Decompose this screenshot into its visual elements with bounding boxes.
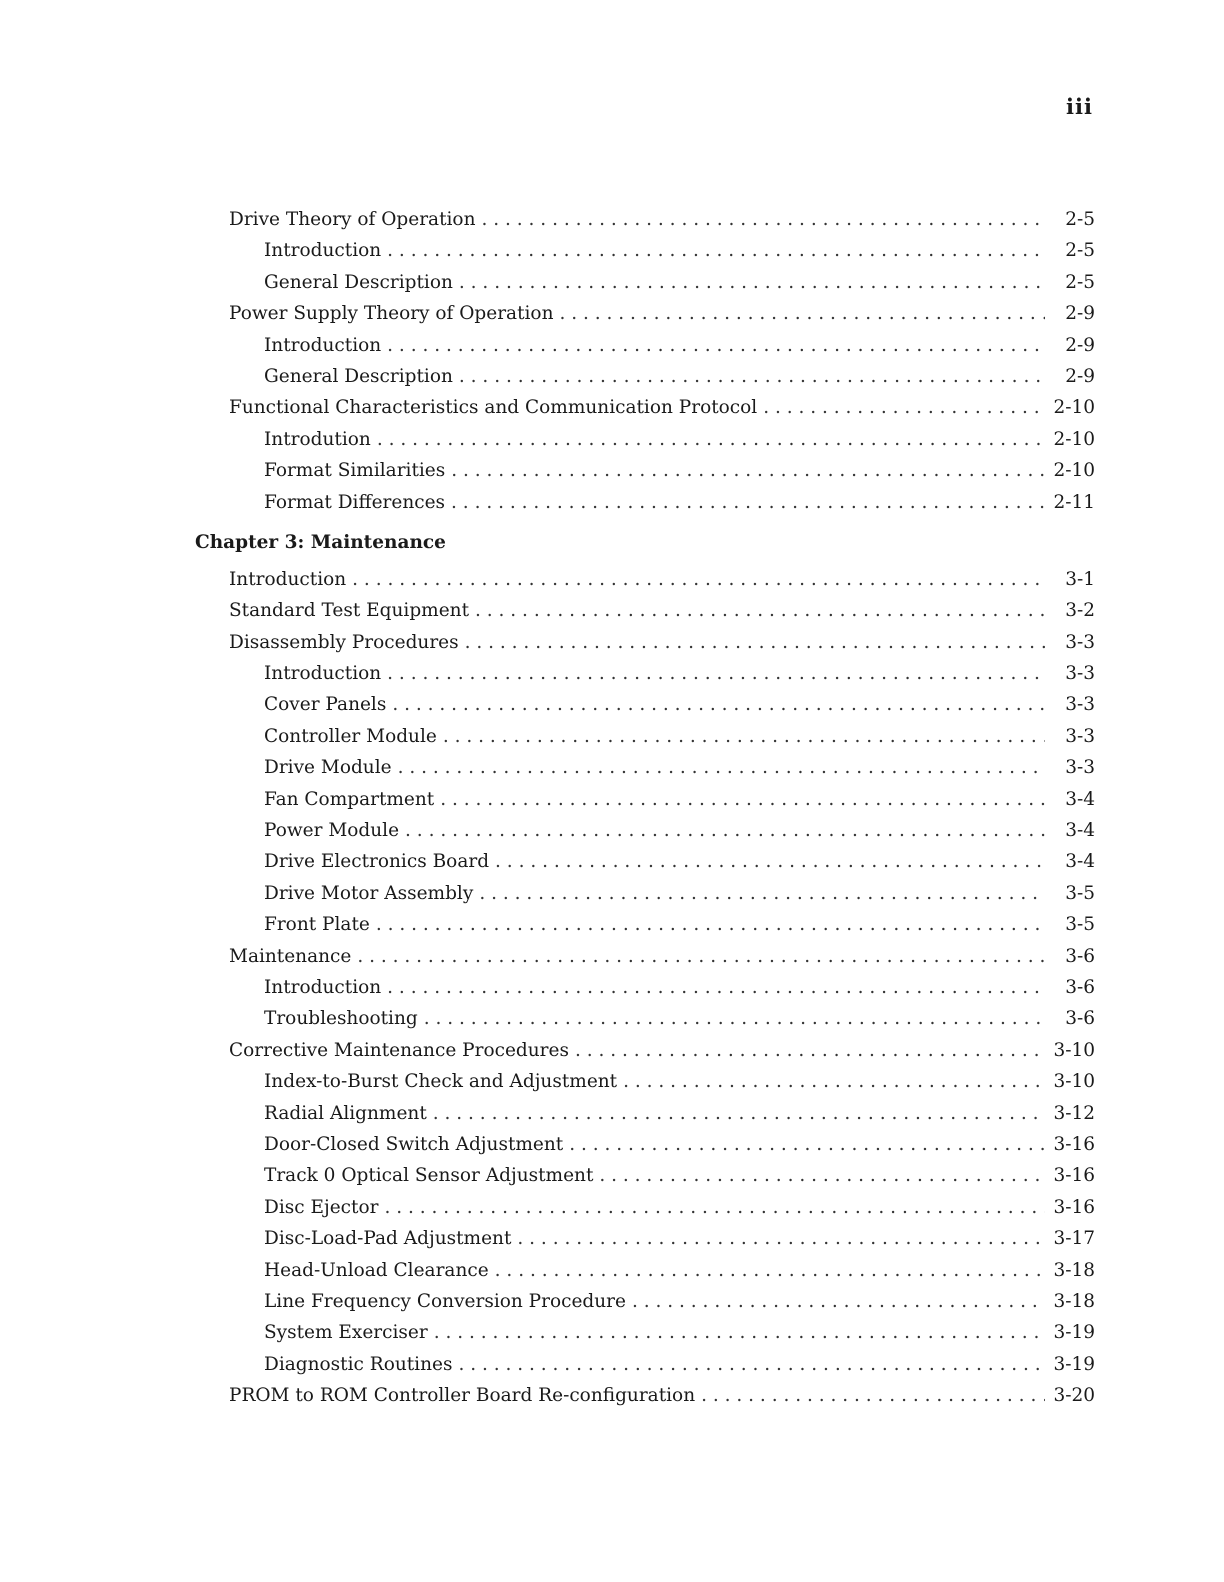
toc-entry bbox=[0, 941, 1224, 972]
toc-entry-title: System Exerciser bbox=[264, 1322, 428, 1344]
toc-entry bbox=[0, 361, 1224, 392]
toc-entry bbox=[0, 627, 1224, 658]
toc-entry bbox=[0, 1349, 1224, 1380]
toc-entry-title: Drive Theory of Operation bbox=[229, 209, 476, 230]
toc-entry-page: 3-20 bbox=[1053, 1385, 1095, 1407]
toc-entry bbox=[0, 267, 1224, 298]
toc-entry bbox=[0, 455, 1224, 486]
dot-leader bbox=[387, 658, 1045, 689]
toc-entry bbox=[0, 1129, 1224, 1160]
dot-leader bbox=[475, 595, 1045, 626]
toc-entry-page: 2-9 bbox=[1065, 334, 1095, 356]
dot-leader bbox=[559, 298, 1045, 329]
dot-leader bbox=[465, 627, 1045, 658]
toc-entry bbox=[0, 1192, 1224, 1223]
dot-leader bbox=[387, 972, 1045, 1003]
dot-leader bbox=[451, 487, 1045, 518]
toc-entry-title: Power Supply Theory of Operation bbox=[229, 303, 554, 325]
dot-leader bbox=[440, 784, 1045, 815]
dot-leader bbox=[458, 1349, 1045, 1380]
dot-leader bbox=[443, 721, 1045, 752]
toc-entry bbox=[0, 784, 1224, 815]
dot-leader bbox=[424, 1003, 1045, 1034]
dot-leader bbox=[599, 1160, 1045, 1191]
toc-entry-page: 2-10 bbox=[1053, 397, 1095, 419]
toc-entry-title: Functional Characteristics and Communication Protocol bbox=[229, 397, 758, 419]
dot-leader bbox=[405, 815, 1045, 846]
toc-entry-title: Introduction bbox=[264, 240, 382, 262]
toc-section-chapter-3 bbox=[0, 564, 1224, 1412]
toc-entry-page: 3-4 bbox=[1065, 788, 1095, 810]
toc-entry-title: Disc Ejector bbox=[264, 1196, 379, 1218]
toc-entry-page: 2-5 bbox=[1065, 271, 1095, 293]
toc-entry-page: 3-10 bbox=[1053, 1071, 1095, 1093]
toc-entry bbox=[0, 1223, 1224, 1254]
dot-leader bbox=[352, 564, 1045, 595]
dot-leader bbox=[459, 267, 1045, 298]
dot-leader bbox=[377, 424, 1045, 455]
toc-entry-page: 3-3 bbox=[1065, 757, 1095, 779]
chapter-heading: Chapter 3: Maintenance bbox=[195, 531, 446, 553]
toc-entry-title: Drive Motor Assembly bbox=[264, 882, 474, 904]
toc-entry-title: Introduction bbox=[264, 334, 382, 356]
toc-entry-page: 3-5 bbox=[1065, 882, 1095, 904]
toc-entry-page: 3-3 bbox=[1065, 663, 1095, 685]
toc-entry bbox=[0, 815, 1224, 846]
table-of-contents bbox=[0, 204, 1224, 1411]
dot-leader bbox=[575, 1035, 1045, 1066]
dot-leader bbox=[623, 1066, 1045, 1097]
toc-entry bbox=[0, 1098, 1224, 1129]
toc-entry bbox=[0, 564, 1224, 595]
toc-entry bbox=[0, 424, 1224, 455]
toc-entry-page: 3-18 bbox=[1053, 1290, 1095, 1312]
dot-leader bbox=[632, 1286, 1045, 1317]
toc-entry-title: Standard Test Equipment bbox=[229, 600, 470, 622]
toc-entry bbox=[0, 752, 1224, 783]
dot-leader bbox=[517, 1223, 1045, 1254]
toc-entry bbox=[0, 330, 1224, 361]
toc-entry-title: General Description bbox=[264, 271, 453, 293]
dot-leader bbox=[495, 1255, 1045, 1286]
dot-leader bbox=[398, 752, 1045, 783]
toc-entry-title: Cover Panels bbox=[264, 694, 387, 716]
page-number: iii bbox=[1066, 94, 1093, 119]
dot-leader bbox=[392, 689, 1045, 720]
toc-entry-title: Diagnostic Routines bbox=[264, 1353, 453, 1375]
dot-leader bbox=[376, 909, 1045, 940]
toc-entry-page: 3-16 bbox=[1053, 1133, 1095, 1155]
toc-entry bbox=[0, 1255, 1224, 1286]
toc-entry-title: Introduction bbox=[264, 663, 382, 685]
toc-entry-title: Fan Compartment bbox=[264, 788, 435, 810]
toc-entry-title: Door-Closed Switch Adjustment bbox=[264, 1133, 564, 1155]
toc-entry-page: 3-16 bbox=[1053, 1196, 1095, 1218]
dot-leader bbox=[433, 1098, 1045, 1129]
dot-leader bbox=[357, 941, 1045, 972]
dot-leader bbox=[387, 235, 1045, 266]
toc-entry bbox=[0, 972, 1224, 1003]
toc-entry-page: 2-10 bbox=[1053, 428, 1095, 450]
toc-entry-page: 3-17 bbox=[1053, 1228, 1095, 1250]
toc-entry-title: Drive Electronics Board bbox=[264, 851, 490, 873]
toc-entry bbox=[0, 298, 1224, 329]
toc-entry-title: Disassembly Procedures bbox=[229, 631, 459, 653]
toc-entry-page: 2-5 bbox=[1065, 240, 1095, 262]
toc-entry-title: Introdution bbox=[264, 428, 371, 450]
toc-entry-title: Maintenance bbox=[229, 945, 352, 967]
toc-entry-page: 2-10 bbox=[1053, 460, 1095, 482]
dot-leader bbox=[434, 1317, 1045, 1348]
toc-entry-page: 3-19 bbox=[1053, 1353, 1095, 1375]
toc-entry-page: 3-5 bbox=[1065, 914, 1095, 936]
dot-leader bbox=[569, 1129, 1045, 1160]
toc-entry-page: 2-9 bbox=[1065, 303, 1095, 325]
toc-entry-title: General Description bbox=[264, 365, 453, 387]
toc-entry-page: 3-4 bbox=[1065, 820, 1095, 842]
toc-entry-title: Controller Module bbox=[264, 725, 437, 747]
toc-entry-title: Head-Unload Clearance bbox=[264, 1259, 489, 1281]
toc-entry bbox=[0, 1317, 1224, 1348]
toc-entry bbox=[0, 721, 1224, 752]
toc-entry-page: 3-1 bbox=[1065, 568, 1095, 590]
toc-entry-page: 3-2 bbox=[1065, 600, 1095, 622]
toc-entry bbox=[0, 689, 1224, 720]
dot-leader bbox=[451, 455, 1045, 486]
toc-section-chapter-2 bbox=[0, 204, 1224, 518]
toc-entry-title: Format Similarities bbox=[264, 460, 446, 482]
toc-entry-page: 3-16 bbox=[1053, 1165, 1095, 1187]
toc-entry-title: Power Module bbox=[264, 820, 400, 842]
toc-entry-page: 3-3 bbox=[1065, 725, 1095, 747]
toc-entry-title: Format Differences bbox=[264, 491, 446, 513]
toc-entry bbox=[0, 909, 1224, 940]
toc-entry-title: Track 0 Optical Sensor Adjustment bbox=[264, 1165, 594, 1187]
toc-entry-page: 2-5 bbox=[1065, 209, 1095, 230]
toc-entry bbox=[0, 235, 1224, 266]
dot-leader bbox=[387, 330, 1045, 361]
toc-entry-title: Front Plate bbox=[264, 914, 370, 936]
toc-entry-title: Introduction bbox=[229, 568, 347, 590]
toc-entry bbox=[0, 204, 1224, 235]
toc-entry-page: 3-6 bbox=[1065, 1008, 1095, 1030]
toc-entry-page: 3-6 bbox=[1065, 945, 1095, 967]
toc-entry-title: Index-to-Burst Check and Adjustment bbox=[264, 1071, 618, 1093]
dot-leader bbox=[495, 846, 1045, 877]
dot-leader bbox=[701, 1380, 1045, 1411]
dot-leader bbox=[384, 1192, 1045, 1223]
dot-leader bbox=[459, 361, 1045, 392]
toc-entry-page: 3-19 bbox=[1053, 1322, 1095, 1344]
toc-entry-title: Drive Module bbox=[264, 757, 392, 779]
dot-leader bbox=[479, 878, 1045, 909]
toc-entry bbox=[0, 487, 1224, 518]
toc-entry-page: 3-10 bbox=[1053, 1039, 1095, 1061]
toc-entry bbox=[0, 878, 1224, 909]
toc-entry-title: PROM to ROM Controller Board Re-configuration bbox=[229, 1385, 696, 1407]
toc-entry-title: Corrective Maintenance Procedures bbox=[229, 1039, 569, 1061]
toc-entry bbox=[0, 846, 1224, 877]
toc-entry-page: 3-4 bbox=[1065, 851, 1095, 873]
toc-entry-page: 3-12 bbox=[1053, 1102, 1095, 1124]
toc-entry-title: Disc-Load-Pad Adjustment bbox=[264, 1228, 512, 1250]
dot-leader bbox=[482, 204, 1046, 235]
toc-entry-title: Troubleshooting bbox=[264, 1008, 418, 1030]
toc-entry-title: Radial Alignment bbox=[264, 1102, 427, 1124]
toc-entry bbox=[0, 1066, 1224, 1097]
dot-leader bbox=[763, 392, 1045, 423]
toc-entry-page: 3-18 bbox=[1053, 1259, 1095, 1281]
toc-entry-page: 2-11 bbox=[1053, 491, 1095, 513]
toc-entry bbox=[0, 658, 1224, 689]
toc-entry-page: 3-3 bbox=[1065, 694, 1095, 716]
toc-entry-page: 3-6 bbox=[1065, 976, 1095, 998]
toc-entry bbox=[0, 1286, 1224, 1317]
toc-entry bbox=[0, 1160, 1224, 1191]
toc-entry-page: 2-9 bbox=[1065, 365, 1095, 387]
toc-entry-page: 3-3 bbox=[1065, 631, 1095, 653]
toc-entry bbox=[0, 1035, 1224, 1066]
toc-entry bbox=[0, 595, 1224, 626]
toc-entry-title: Introduction bbox=[264, 976, 382, 998]
toc-entry bbox=[0, 392, 1224, 423]
toc-entry-title: Line Frequency Conversion Procedure bbox=[264, 1290, 626, 1312]
toc-entry bbox=[0, 1380, 1224, 1411]
toc-entry bbox=[0, 1003, 1224, 1034]
